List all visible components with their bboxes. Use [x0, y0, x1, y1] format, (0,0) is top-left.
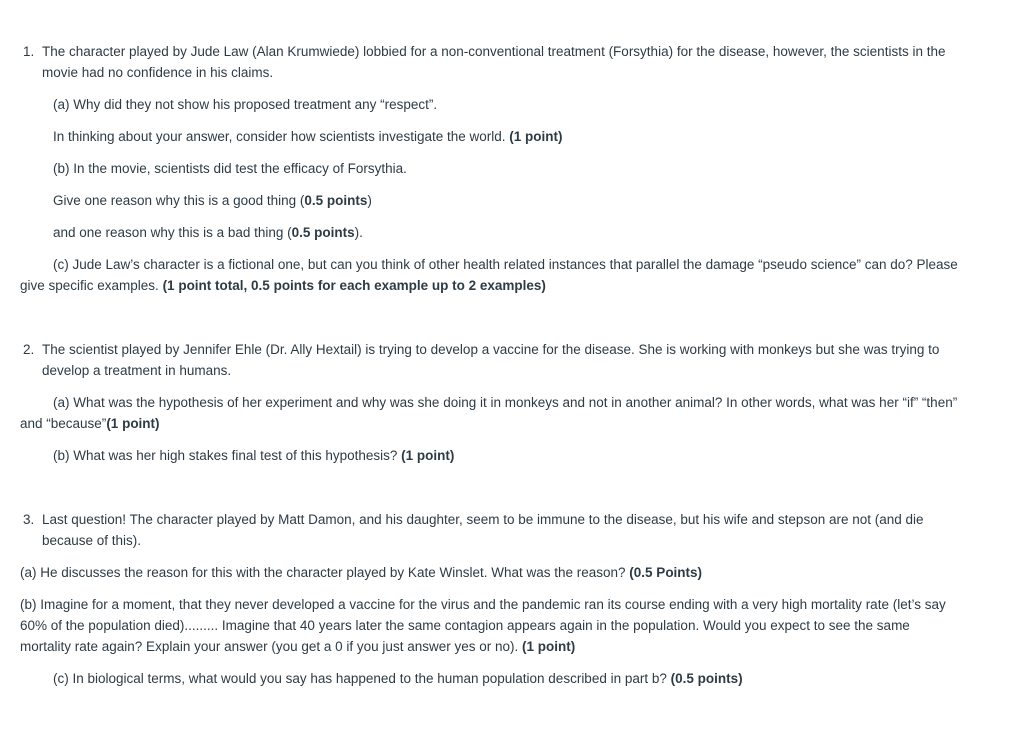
part-b-text: (b) In the movie, scientists did test the efficacy of Forsythia.: [53, 161, 407, 176]
prompt-text: (a) He discusses the reason for this with the character played by Kate Winslet. What was the reason?: [20, 565, 630, 580]
part-a-text: (a) What was the hypothesis of her experiment and why was she doing it in monkeys and not in another animal? In other words, what was her “if” “then”: [53, 395, 958, 410]
part-a-text: (a) Why did they not show his proposed treatment any “respect”.: [53, 97, 438, 112]
part-a-hint: [53, 126, 563, 147]
prompt-text: ): [367, 193, 372, 208]
part-a-text: [20, 562, 702, 583]
prompt-text: and “because”: [20, 416, 107, 431]
points-label: 0.5 points: [304, 193, 368, 208]
question-number: 3.: [23, 512, 35, 527]
part-b-bad: [53, 222, 363, 243]
points-label: (1 point): [509, 129, 563, 144]
points-label: (0.5 points): [670, 671, 743, 686]
part-b-text: [53, 445, 454, 466]
question-number: 1.: [23, 44, 35, 59]
points-label: (0.5 Points): [629, 565, 703, 580]
question-text: because of this).: [42, 533, 142, 548]
question-text: Last question! The character played by Matt Damon, and his daughter, seem to be immune to the disease, but his wife and stepson are not (and die: [42, 512, 924, 527]
prompt-text: mortality rate again? Explain your answer (you get a 0 if you just answer yes or no).: [20, 639, 522, 654]
question-text: movie had no confidence in his claims.: [42, 65, 274, 80]
question-number: 2.: [23, 342, 35, 357]
part-c-text: (c) Jude Law’s character is a fictional one, but can you think of other health related instances that parallel the damage “pseudo science” can do? Please: [53, 257, 958, 272]
prompt-text: (b) What was her high stakes final test of this hypothesis?: [53, 448, 402, 463]
question-text: The character played by Jude Law (Alan Krumwiede) lobbied for a non-conventional treatment (Forsythia) for the disease, however, the scientists in the: [42, 44, 946, 59]
hint-text: In thinking about your answer, consider how scientists investigate the world.: [53, 129, 510, 144]
points-label: (1 point): [106, 416, 160, 431]
question-text: The scientist played by Jennifer Ehle (Dr. Ally Hextail) is trying to develop a vaccine for the disease. She is working with monkeys but she was trying to: [42, 342, 940, 357]
part-a-text-cont: [20, 413, 160, 434]
part-b-text: (b) Imagine for a moment, that they never developed a vaccine for the virus and the pandemic ran its course ending with a very high mortality rate (let’s say: [20, 597, 946, 612]
points-label: 0.5 points: [291, 225, 355, 240]
part-c-text: [53, 668, 743, 689]
question-text: develop a treatment in humans.: [42, 363, 232, 378]
prompt-text: ).: [354, 225, 363, 240]
prompt-text: Give one reason why this is a good thing (: [53, 193, 305, 208]
prompt-text: (c) In biological terms, what would you say has happened to the human population described in part b?: [53, 671, 671, 686]
part-b-text-cont: 60% of the population died)......... Imagine that 40 years later the same contagion appears again in the population. Would you expect to see the same: [20, 618, 910, 633]
prompt-text: and one reason why this is a bad thing (: [53, 225, 292, 240]
prompt-text: give specific examples.: [20, 278, 163, 293]
part-b-text-cont: [20, 636, 575, 657]
part-c-text-cont: [20, 275, 546, 296]
points-label: (1 point total, 0.5 points for each example up to 2 examples): [162, 278, 546, 293]
part-b-good: [53, 190, 372, 211]
points-label: (1 point): [401, 448, 455, 463]
points-label: (1 point): [522, 639, 576, 654]
